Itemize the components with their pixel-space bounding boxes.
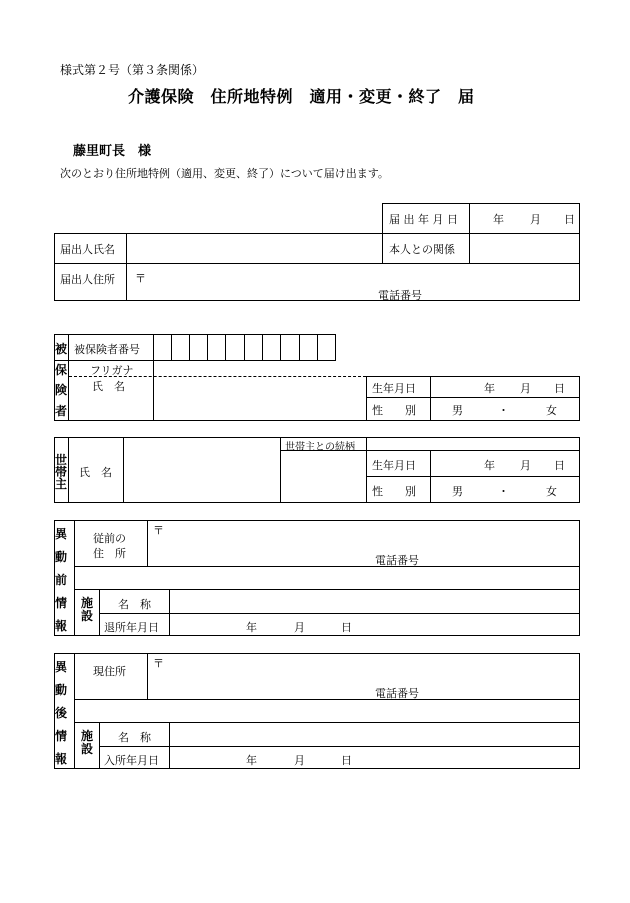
postal-mark: 〒 — [153, 524, 164, 537]
insured-number-field[interactable] — [154, 335, 335, 360]
submission-date-field[interactable] — [470, 204, 579, 233]
phone-label: 電話番号 — [375, 554, 419, 567]
page-title: 介護保険 住所地特例 適用・変更・終了 届 — [128, 87, 475, 106]
householder-name-label: 氏 名 — [79, 466, 112, 479]
postal-mark: 〒 — [135, 272, 146, 285]
admission-date-label: 入所年月日 — [104, 754, 159, 767]
furigana-label: フリガナ — [90, 364, 134, 377]
postal-mark: 〒 — [153, 657, 164, 670]
householder-male-option[interactable]: 男 — [452, 485, 463, 498]
insured-name-label: 氏 名 — [92, 380, 125, 393]
intro-text: 次のとおり住所地特例（適用、変更、終了）について届け出ます。 — [60, 167, 389, 180]
discharge-date-label: 退所年月日 — [104, 621, 159, 634]
submission-date-label: 届 出 年 月 日 — [389, 213, 458, 226]
current-facility-name-field[interactable] — [170, 723, 579, 746]
householder-name-field[interactable] — [124, 438, 280, 502]
householder-relation-label: 世帯主との続柄 — [285, 442, 355, 453]
applicant-name-field[interactable] — [127, 234, 382, 263]
previous-address-field[interactable] — [148, 521, 579, 566]
householder-sex-label: 性 別 — [372, 485, 416, 498]
insured-female-option[interactable]: 女 — [546, 404, 557, 417]
discharge-date-field[interactable] — [170, 614, 579, 635]
facility-name-label: 名 称 — [118, 598, 151, 611]
relation-label: 本人との関係 — [389, 243, 455, 256]
applicant-address-label: 届出人住所 — [60, 273, 115, 286]
applicant-address-field[interactable] — [127, 264, 579, 300]
addressee: 藤里町長 様 — [73, 144, 152, 159]
householder-birth-label: 生年月日 — [372, 459, 416, 472]
applicant-name-label: 届出人氏名 — [60, 243, 115, 256]
current-phone-field[interactable] — [75, 700, 579, 722]
admission-date-field[interactable] — [170, 747, 579, 768]
insured-number-label: 被保険者番号 — [74, 343, 140, 356]
relation-field[interactable] — [470, 234, 579, 263]
previous-address-label: 従前の — [93, 532, 126, 545]
form-number: 様式第２号（第３条関係） — [60, 63, 205, 77]
householder-relation-field[interactable] — [281, 451, 366, 502]
facility-name-label: 名 称 — [118, 731, 151, 744]
current-address-field[interactable] — [148, 654, 579, 699]
insured-sex-label: 性 別 — [372, 404, 416, 417]
furigana-field[interactable] — [154, 361, 366, 376]
previous-facility-name-field[interactable] — [170, 590, 579, 613]
phone-label: 電話番号 — [378, 289, 422, 302]
insured-male-option[interactable]: 男 — [452, 404, 463, 417]
insured-birth-label: 生年月日 — [372, 382, 416, 395]
phone-label: 電話番号 — [375, 687, 419, 700]
insured-name-field[interactable] — [154, 377, 366, 420]
previous-phone-field[interactable] — [75, 567, 579, 589]
current-address-label: 現住所 — [93, 665, 126, 678]
householder-female-option[interactable]: 女 — [546, 485, 557, 498]
